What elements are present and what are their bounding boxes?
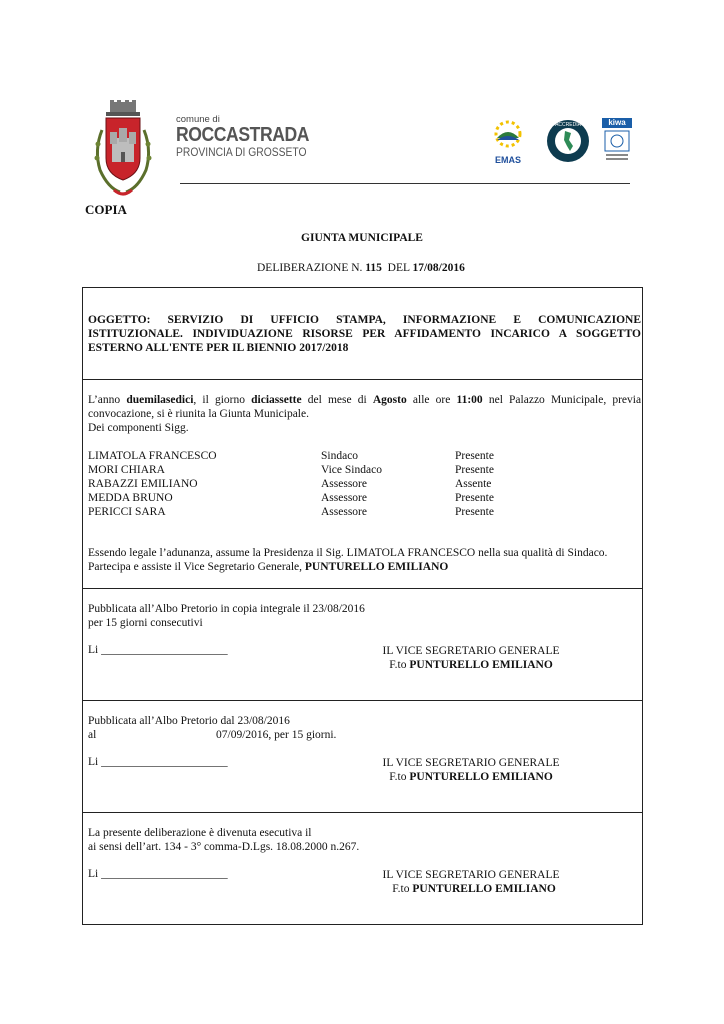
- meeting-intro-line-1: [88, 393, 641, 407]
- kiwa-label: kiwa: [602, 118, 632, 128]
- member-row: [83, 477, 642, 491]
- member-status: Presente: [455, 492, 494, 504]
- member-role: Vice Sindaco: [321, 464, 382, 476]
- member-name: MORI CHIARA: [88, 464, 165, 476]
- signer-line: [379, 882, 563, 896]
- kiwa-logo: [602, 118, 632, 166]
- intro-text-c: del mese di: [307, 394, 367, 406]
- kiwa-certificate-icon: [602, 128, 632, 164]
- day-words: diciassette: [251, 394, 302, 406]
- publication-box-1: [82, 588, 643, 700]
- intro-text-e: nel Palazzo Municipale, previa: [488, 394, 642, 406]
- executive-li: Li ______________________: [88, 868, 228, 880]
- publication2-line-1: Pubblicata all’Albo Pretorio dal 23/08/2016: [88, 715, 290, 727]
- publication1-li: Li ______________________: [88, 644, 228, 656]
- fto-label: F.to: [389, 771, 407, 783]
- subject-text: [88, 313, 641, 355]
- meeting-intro-line-2: convocazione, si è riunita la Giunta Municipale.: [88, 408, 309, 420]
- municipal-crest-logo: [92, 100, 154, 200]
- logo-small-text: comune di: [176, 114, 220, 125]
- signer-title: IL VICE SEGRETARIO GENERALE: [382, 645, 560, 657]
- intro-text-d: alle ore: [412, 394, 451, 406]
- executive-signature: [379, 868, 563, 896]
- executive-line-2: ai sensi dell’art. 134 - 3° comma-D.Lgs. 18.08.2000 n.267.: [88, 841, 360, 853]
- deliberation-del: DEL: [387, 262, 410, 274]
- month: Agosto: [372, 394, 407, 406]
- member-role: Sindaco: [321, 450, 359, 462]
- year-words: duemilasedici: [126, 394, 194, 406]
- executive-line-1: La presente deliberazione è divenuta esecutiva il: [88, 827, 312, 839]
- signer-title: IL VICE SEGRETARIO GENERALE: [382, 869, 560, 881]
- accredia-logo: [545, 116, 591, 166]
- subject-line-1: OGGETTO: SERVIZIO DI UFFICIO STAMPA, INFORMAZIONE E COMUNICAZIONE: [88, 314, 641, 326]
- logo-province-name: PROVINCIA DI GROSSETO: [176, 145, 307, 159]
- logo-municipality-name: ROCCASTRADA: [176, 124, 310, 146]
- presidency-text: Essendo legale l’adunanza, assume la Presidenza il Sig. LIMATOLA FRANCESCO nella sua qualità di Sindaco.: [88, 547, 608, 559]
- subject-line-2: ISTITUZIONALE. INDIVIDUAZIONE RISORSE PER AFFIDAMENTO INCARICO A SOGGETTO: [88, 328, 641, 340]
- signer-line: [379, 658, 563, 672]
- member-row: [83, 505, 642, 519]
- deliberation-prefix: DELIBERAZIONE N.: [257, 262, 363, 274]
- deliberation-heading: [257, 262, 465, 274]
- assist-text: Partecipa e assiste il Vice Segretario Generale,: [88, 561, 302, 573]
- copy-label: COPIA: [85, 202, 127, 217]
- publication2-end-date: 07/09/2016, per 15 giorni.: [216, 729, 337, 741]
- emas-label: EMAS: [494, 155, 521, 165]
- publication2-signature: [379, 756, 563, 784]
- member-row: [83, 449, 642, 463]
- member-name: PERICCI SARA: [88, 506, 166, 518]
- intro-text-b: , il giorno: [193, 394, 245, 406]
- member-name: MEDDA BRUNO: [88, 492, 173, 504]
- council-title: GIUNTA MUNICIPALE: [301, 232, 423, 244]
- member-status: Presente: [455, 450, 494, 462]
- signer-line: [379, 770, 563, 784]
- subject-box: [82, 287, 643, 379]
- meeting-box: [82, 379, 643, 588]
- member-name: RABAZZI EMILIANO: [88, 478, 198, 490]
- publication2-li: Li ______________________: [88, 756, 228, 768]
- publication2-line-2: [88, 728, 337, 742]
- fto-label: F.to: [392, 883, 410, 895]
- municipality-logo-text: [176, 115, 328, 159]
- emas-logo: [487, 116, 529, 168]
- signer-title: IL VICE SEGRETARIO GENERALE: [382, 757, 560, 769]
- member-role: Assessore: [321, 492, 367, 504]
- deliberation-date: 17/08/2016: [412, 262, 465, 274]
- member-row: [83, 463, 642, 477]
- publication2-al: al: [88, 729, 97, 741]
- member-role: Assessore: [321, 478, 367, 490]
- member-status: Assente: [455, 478, 492, 490]
- accredia-label: ACCREDIA: [555, 122, 581, 128]
- publication-box-2: [82, 700, 643, 812]
- signer-name: PUNTURELLO EMILIANO: [412, 883, 556, 895]
- subject-line-3: ESTERNO ALL'ENTE PER IL BIENNIO 2017/2018: [88, 342, 349, 354]
- assist-line: [88, 560, 448, 574]
- meeting-time: 11:00: [456, 394, 483, 406]
- member-status: Presente: [455, 506, 494, 518]
- header-divider: [180, 183, 630, 184]
- intro-text-a: L’anno: [88, 394, 121, 406]
- publication1-line-2: per 15 giorni consecutivi: [88, 617, 203, 629]
- member-role: Assessore: [321, 506, 367, 518]
- signer-name: PUNTURELLO EMILIANO: [409, 771, 553, 783]
- signer-name: PUNTURELLO EMILIANO: [409, 659, 553, 671]
- executive-box: [82, 812, 643, 925]
- publication1-signature: [379, 644, 563, 672]
- member-status: Presente: [455, 464, 494, 476]
- emas-stars-icon: [487, 116, 529, 152]
- deliberation-number: 115: [365, 262, 382, 274]
- publication1-line-1: Pubblicata all’Albo Pretorio in copia integrale il 23/08/2016: [88, 603, 365, 615]
- assist-name: PUNTURELLO EMILIANO: [304, 561, 449, 573]
- member-name: LIMATOLA FRANCESCO: [88, 450, 217, 462]
- member-row: [83, 491, 642, 505]
- components-label: Dei componenti Sigg.: [88, 422, 189, 434]
- fto-label: F.to: [389, 659, 407, 671]
